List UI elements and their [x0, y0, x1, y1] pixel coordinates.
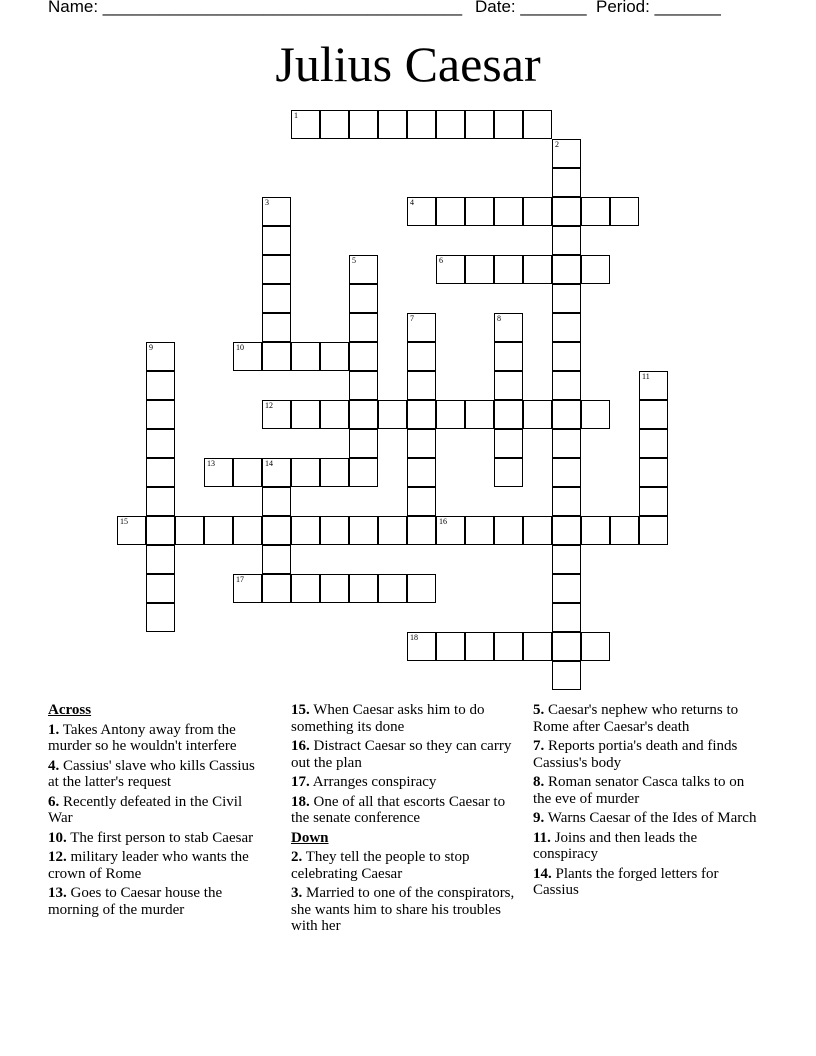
grid-cell[interactable]: [494, 429, 523, 458]
clue-number: 18.: [291, 793, 310, 810]
grid-cell[interactable]: [349, 255, 378, 284]
clue-number-label: 16: [439, 517, 447, 526]
clue-text: Caesar's nephew who returns to Rome after Caesar's death: [533, 702, 739, 735]
grid-cell[interactable]: [320, 342, 349, 371]
grid-cell[interactable]: [262, 197, 291, 226]
grid-cell[interactable]: [320, 574, 349, 603]
grid-cell[interactable]: [233, 458, 262, 487]
grid-cell[interactable]: [552, 284, 581, 313]
grid-cell[interactable]: [349, 516, 378, 545]
grid-cell[interactable]: [291, 458, 320, 487]
clue-number: 15.: [291, 702, 310, 718]
grid-cell[interactable]: [639, 429, 668, 458]
clue-text: One of all that escorts Caesar to the senate conference: [291, 793, 506, 826]
clue-text: military leader who wants the crown of Rome: [48, 849, 249, 882]
grid-cell[interactable]: [204, 458, 233, 487]
grid-cell[interactable]: [494, 632, 523, 661]
grid-cell[interactable]: [262, 255, 291, 284]
grid-cell[interactable]: [494, 255, 523, 284]
clue-text: Warns Caesar of the Ides of March: [547, 810, 757, 826]
name-field[interactable]: Name: ______________________________________: [48, 0, 463, 16]
clue-across-15: [291, 702, 516, 735]
clue-number: 4.: [48, 757, 60, 774]
clue-across-17: [291, 774, 516, 791]
period-field[interactable]: Period: _______: [596, 0, 721, 16]
clue-number: 6.: [48, 793, 60, 810]
across-heading: Across: [48, 702, 92, 718]
grid-cell[interactable]: [262, 516, 291, 545]
grid-cell[interactable]: [407, 342, 436, 371]
clue-number-label: 4: [410, 198, 414, 207]
grid-cell[interactable]: [291, 342, 320, 371]
clue-across-10: [48, 830, 263, 847]
grid-cell[interactable]: [233, 342, 262, 371]
clue-across-16: [291, 738, 516, 771]
clue-number: 5.: [533, 702, 545, 718]
grid-cell[interactable]: [146, 429, 175, 458]
grid-cell[interactable]: [349, 284, 378, 313]
grid-cell[interactable]: [436, 516, 465, 545]
grid-cell[interactable]: [639, 400, 668, 429]
grid-cell[interactable]: [552, 371, 581, 400]
clue-down-9: [533, 810, 758, 827]
grid-cell[interactable]: [291, 516, 320, 545]
grid-cell[interactable]: [349, 574, 378, 603]
grid-cell[interactable]: [552, 226, 581, 255]
grid-cell[interactable]: [407, 574, 436, 603]
grid-cell[interactable]: [552, 342, 581, 371]
grid-cell[interactable]: [465, 632, 494, 661]
grid-cell[interactable]: [494, 458, 523, 487]
grid-cell[interactable]: [552, 429, 581, 458]
grid-cell[interactable]: [552, 168, 581, 197]
clue-across-1: [48, 722, 263, 755]
clue-text: Roman senator Casca talks to on the eve of murder: [533, 774, 745, 807]
grid-cell[interactable]: [349, 342, 378, 371]
grid-cell[interactable]: [349, 429, 378, 458]
grid-cell[interactable]: [494, 342, 523, 371]
clue-number: 8.: [533, 774, 545, 790]
clue-number: 16.: [291, 738, 310, 754]
grid-cell[interactable]: [494, 400, 523, 429]
grid-cell[interactable]: [436, 400, 465, 429]
clue-number: 11.: [533, 829, 551, 846]
grid-cell[interactable]: [494, 313, 523, 342]
clue-across-6: [48, 794, 263, 827]
clue-number-label: 17: [236, 575, 244, 584]
grid-cell[interactable]: [262, 313, 291, 342]
grid-cell[interactable]: [117, 516, 146, 545]
grid-cell[interactable]: [552, 313, 581, 342]
grid-cell[interactable]: [523, 632, 552, 661]
grid-cell[interactable]: [639, 516, 668, 545]
grid-cell[interactable]: [494, 197, 523, 226]
grid-cell[interactable]: [552, 487, 581, 516]
clue-number-label: 14: [265, 459, 273, 468]
clue-text: When Caesar asks him to do something its done: [291, 702, 485, 735]
clue-number-label: 8: [497, 314, 501, 323]
grid-cell[interactable]: [349, 371, 378, 400]
grid-cell[interactable]: [639, 371, 668, 400]
grid-cell[interactable]: [552, 574, 581, 603]
grid-cell[interactable]: [378, 574, 407, 603]
clue-down-7: [533, 738, 758, 771]
clue-number: 1.: [48, 721, 60, 738]
grid-cell[interactable]: [146, 458, 175, 487]
grid-cell[interactable]: [349, 458, 378, 487]
page-title: Julius Caesar: [275, 36, 541, 92]
grid-cell[interactable]: [291, 400, 320, 429]
grid-cell[interactable]: [146, 400, 175, 429]
grid-cell[interactable]: [262, 574, 291, 603]
grid-cell[interactable]: [407, 197, 436, 226]
clue-text: Cassius' slave who kills Cassius at the latter's request: [48, 757, 255, 790]
clue-number: 3.: [291, 885, 303, 901]
grid-cell[interactable]: [320, 400, 349, 429]
grid-cell[interactable]: [523, 197, 552, 226]
grid-cell[interactable]: [581, 632, 610, 661]
grid-cell[interactable]: [552, 400, 581, 429]
grid-cell[interactable]: [146, 516, 175, 545]
grid-cell[interactable]: [378, 516, 407, 545]
clue-text: Married to one of the conspirators, she wants him to share his troubles with her: [291, 885, 515, 934]
grid-cell[interactable]: [552, 458, 581, 487]
clue-number-label: 5: [352, 256, 356, 265]
grid-cell[interactable]: [581, 197, 610, 226]
grid-cell[interactable]: [552, 197, 581, 226]
grid-cell[interactable]: [523, 516, 552, 545]
grid-cell[interactable]: [146, 371, 175, 400]
clue-number-label: 2: [555, 140, 559, 149]
clue-number-label: 13: [207, 459, 215, 468]
clue-text: Plants the forged letters for Cassius: [533, 865, 719, 898]
grid-cell[interactable]: [552, 139, 581, 168]
clue-number-label: 9: [149, 343, 153, 352]
clue-number-label: 1: [294, 111, 298, 120]
grid-cell[interactable]: [465, 400, 494, 429]
clue-text: Takes Antony away from the murder so he wouldn't interfere: [48, 721, 237, 754]
clue-text: They tell the people to stop celebrating Caesar: [291, 849, 470, 882]
grid-cell[interactable]: [146, 342, 175, 371]
grid-cell[interactable]: [146, 603, 175, 632]
grid-cell[interactable]: [610, 197, 639, 226]
grid-cell[interactable]: [407, 400, 436, 429]
grid-cell[interactable]: [494, 371, 523, 400]
clue-down-5: [533, 702, 758, 735]
grid-cell[interactable]: [407, 371, 436, 400]
grid-cell[interactable]: [320, 516, 349, 545]
grid-cell[interactable]: [581, 516, 610, 545]
clue-down-11: [533, 830, 758, 863]
grid-cell[interactable]: [407, 458, 436, 487]
grid-cell[interactable]: [436, 255, 465, 284]
clue-number-label: 12: [265, 401, 273, 410]
grid-cell[interactable]: [262, 284, 291, 313]
date-field[interactable]: Date: _______: [475, 0, 587, 16]
grid-cell[interactable]: [465, 255, 494, 284]
grid-cell[interactable]: [233, 516, 262, 545]
grid-cell[interactable]: [552, 255, 581, 284]
clue-down-8: [533, 774, 758, 807]
grid-cell[interactable]: [581, 400, 610, 429]
grid-cell[interactable]: [552, 603, 581, 632]
clue-down-3: [291, 885, 516, 935]
grid-cell[interactable]: [552, 545, 581, 574]
grid-cell[interactable]: [146, 545, 175, 574]
grid-cell[interactable]: [436, 632, 465, 661]
clue-number-label: 6: [439, 256, 443, 265]
grid-cell[interactable]: [262, 400, 291, 429]
grid-cell[interactable]: [320, 458, 349, 487]
clue-number: 2.: [291, 849, 303, 865]
grid-cell[interactable]: [407, 632, 436, 661]
grid-cell[interactable]: [378, 110, 407, 139]
clue-number: 13.: [48, 885, 67, 901]
grid-cell[interactable]: [349, 110, 378, 139]
clue-across-12: [48, 849, 263, 882]
clue-text: Reports portia's death and finds Cassius's body: [533, 738, 738, 771]
grid-cell[interactable]: [407, 487, 436, 516]
grid-cell[interactable]: [233, 574, 262, 603]
clue-number-label: 3: [265, 198, 269, 207]
grid-cell[interactable]: [262, 458, 291, 487]
clue-across-4: [48, 758, 263, 791]
clue-number: 9.: [533, 810, 545, 826]
grid-cell[interactable]: [262, 545, 291, 574]
clue-text: The first person to stab Caesar: [70, 829, 254, 846]
grid-cell[interactable]: [465, 110, 494, 139]
grid-cell[interactable]: [494, 516, 523, 545]
clue-number: 12.: [48, 849, 67, 865]
grid-cell[interactable]: [465, 197, 494, 226]
grid-cell[interactable]: [407, 110, 436, 139]
clue-number: 17.: [291, 774, 310, 790]
grid-cell[interactable]: [523, 400, 552, 429]
clue-number-label: 7: [410, 314, 414, 323]
grid-cell[interactable]: [262, 487, 291, 516]
clue-text: Goes to Caesar house the morning of the murder: [48, 885, 223, 918]
grid-cell[interactable]: [349, 313, 378, 342]
grid-cell[interactable]: [175, 516, 204, 545]
clue-number-label: 11: [642, 372, 650, 381]
grid-cell[interactable]: [436, 197, 465, 226]
grid-cell[interactable]: [262, 342, 291, 371]
grid-cell[interactable]: [639, 487, 668, 516]
grid-cell[interactable]: [407, 429, 436, 458]
clue-number-label: 15: [120, 517, 128, 526]
down-heading: Down: [291, 829, 329, 846]
clue-number-label: 10: [236, 343, 244, 352]
grid-cell[interactable]: [146, 487, 175, 516]
clue-down-14: [533, 866, 758, 899]
clues-column-1: [48, 702, 263, 921]
clues-column-3: [533, 702, 758, 902]
grid-cell[interactable]: [523, 110, 552, 139]
grid-cell[interactable]: [291, 110, 320, 139]
clue-across-13: [48, 885, 263, 918]
grid-cell[interactable]: [639, 458, 668, 487]
clue-number: 14.: [533, 865, 552, 882]
clue-across-18: [291, 794, 516, 827]
clue-text: Distract Caesar so they can carry out the plan: [291, 738, 512, 771]
grid-cell[interactable]: [465, 516, 494, 545]
grid-cell[interactable]: [204, 516, 233, 545]
clues-column-2: [291, 702, 516, 938]
clue-text: Joins and then leads the conspiracy: [533, 829, 698, 862]
clue-text: Recently defeated in the Civil War: [48, 793, 243, 826]
clue-number-label: 18: [410, 633, 418, 642]
grid-cell[interactable]: [378, 400, 407, 429]
grid-cell[interactable]: [146, 574, 175, 603]
clue-down-2: [291, 849, 516, 882]
grid-cell[interactable]: [581, 255, 610, 284]
grid-cell[interactable]: [610, 516, 639, 545]
grid-cell[interactable]: [291, 574, 320, 603]
grid-cell[interactable]: [552, 661, 581, 690]
grid-cell[interactable]: [552, 632, 581, 661]
grid-cell[interactable]: [262, 226, 291, 255]
clue-text: Arranges conspiracy: [312, 774, 437, 790]
grid-cell[interactable]: [436, 110, 465, 139]
grid-cell[interactable]: [320, 110, 349, 139]
grid-cell[interactable]: [349, 400, 378, 429]
grid-cell[interactable]: [523, 255, 552, 284]
grid-cell[interactable]: [407, 313, 436, 342]
grid-cell[interactable]: [407, 516, 436, 545]
grid-cell[interactable]: [494, 110, 523, 139]
clue-number: 10.: [48, 829, 67, 846]
grid-cell[interactable]: [552, 516, 581, 545]
clue-number: 7.: [533, 738, 545, 754]
